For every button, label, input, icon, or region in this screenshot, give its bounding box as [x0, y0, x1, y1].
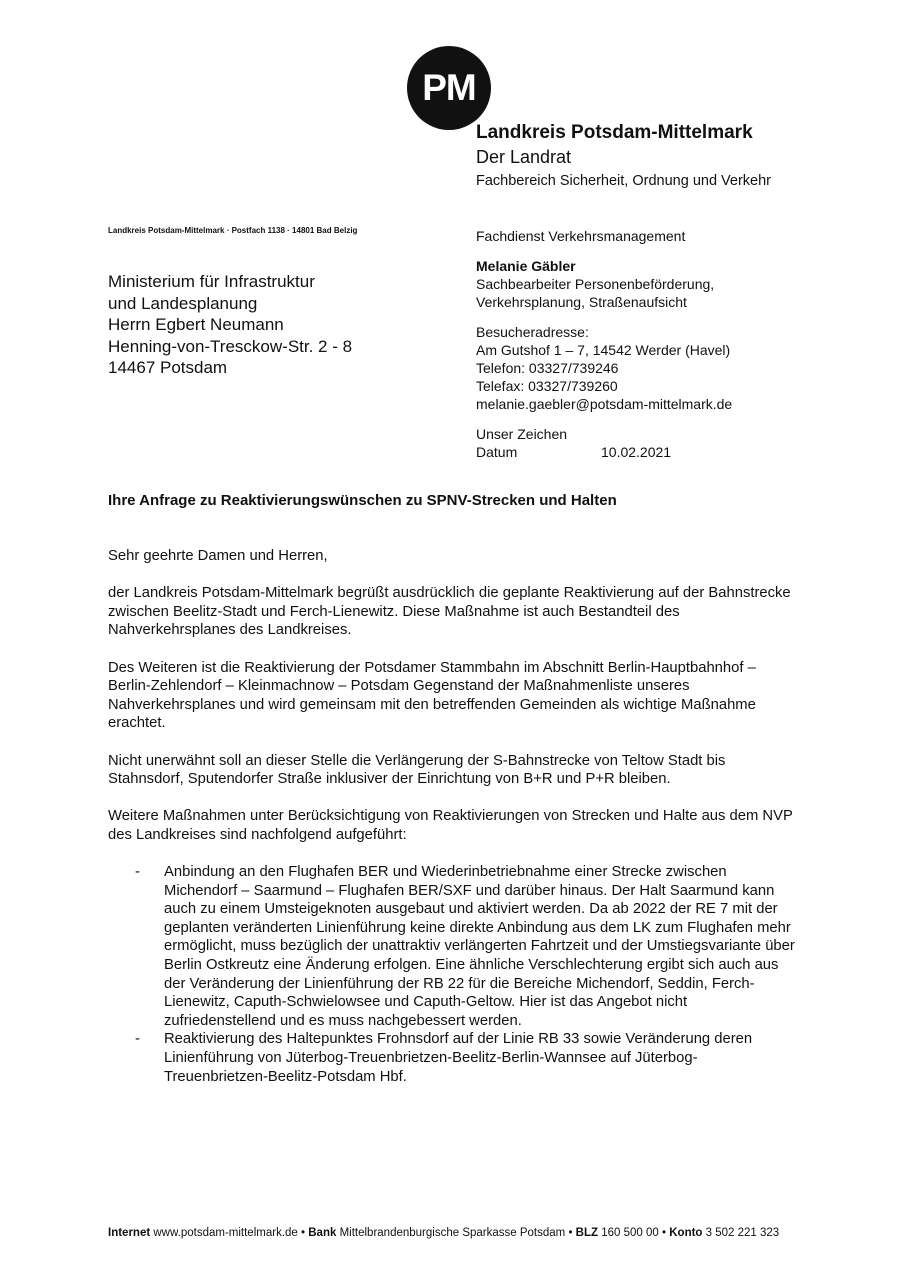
org-subtitle: Der Landrat	[476, 147, 572, 167]
contact-role-2: Verkehrsplanung, Straßenaufsicht	[476, 294, 687, 310]
paragraph-2: Des Weiteren ist die Reaktivierung der Potsdamer Stammbahn im Abschnitt Berlin-Hauptbahnhof – Berlin-Zehlendorf – Kleinmachnow – Potsdam Gegenstand der Maßnahmenliste unseres Nahverkehrsplanes und wird gemeinsam mit den betreffenden Gemeinden als wichtige Maßnahme erachtet.	[108, 659, 756, 732]
list-item	[108, 1030, 798, 1086]
recipient-line-3: Herrn Egbert Neumann	[108, 315, 284, 334]
logo-text: PM	[422, 67, 476, 108]
bullet-dash: -	[135, 1031, 140, 1048]
letter-body	[108, 547, 798, 1086]
footer-konto-label: Konto	[669, 1227, 703, 1239]
recipient-line-5: 14467 Potsdam	[108, 358, 228, 377]
paragraph-4: Weitere Maßnahmen unter Berücksichtigung von Reaktivierungen von Strecken und Halte aus dem NVP des Landkreises sind nachfolgend aufgeführt:	[108, 808, 793, 843]
paragraph-3: Nicht unerwähnt soll an dieser Stelle die Verlängerung der S-Bahnstrecke von Teltow Stadt bis Stahnsdorf, Sputendorfer Straße inklusiver der Einrichtung von B+R und P+R bleiben.	[108, 752, 726, 788]
date-label: Datum	[476, 444, 518, 460]
salutation: Sehr geehrte Damen und Herren,	[108, 548, 328, 564]
paragraph-1: der Landkreis Potsdam-Mittelmark begrüßt ausdrücklich die geplante Reaktivierung auf der Bahnstrecke zwischen Beelitz-Stadt und Ferch-Lienewitz. Diese Maßnahme ist auch Bestandteil des Nahverkehrsplanes des Landkreises.	[108, 585, 791, 639]
footer-konto-value: 3 502 221 323	[705, 1227, 780, 1239]
contact-email[interactable]: melanie.gaebler@potsdam-mittelmark.de	[476, 396, 733, 412]
contact-fax: Telefax: 03327/739260	[476, 378, 618, 394]
letter-subject: Ihre Anfrage zu Reaktivierungswünschen zu SPNV-Strecken und Halten	[108, 492, 617, 509]
contact-person: Melanie Gäbler	[476, 258, 576, 274]
visitor-address-label: Besucheradresse:	[476, 324, 589, 340]
recipient-line-1: Ministerium für Infrastruktur	[108, 272, 315, 291]
footer-blz-value: 160 500 00	[601, 1227, 659, 1239]
date-row	[476, 443, 806, 461]
footer-internet-value[interactable]: www.potsdam-mittelmark.de	[153, 1227, 298, 1239]
list-item	[108, 863, 798, 1030]
contact-block	[476, 227, 806, 461]
list-item-text: Reaktivierung des Haltepunktes Frohnsdorf auf der Linie RB 33 sowie Veränderung deren Linienführung von Jüterbog-Treuenbrietzen-Beelitz-Berlin-Wannsee auf Jüterbog-Treuenbrietzen-Beelitz-Potsdam Hbf.	[164, 1031, 753, 1085]
measures-list	[108, 863, 798, 1086]
footer-bank-label: Bank	[308, 1227, 337, 1239]
org-header	[476, 121, 796, 191]
org-department: Fachbereich Sicherheit, Ordnung und Verkehr	[476, 173, 772, 189]
contact-phone: Telefon: 03327/739246	[476, 360, 619, 376]
visitor-address: Am Gutshof 1 – 7, 14542 Werder (Havel)	[476, 342, 731, 358]
footer-separator: •	[662, 1227, 667, 1239]
org-name: Landkreis Potsdam-Mittelmark	[476, 122, 753, 143]
footer-separator: •	[301, 1227, 306, 1239]
recipient-line-4: Henning-von-Tresckow-Str. 2 - 8	[108, 336, 353, 356]
recipient-address	[108, 271, 352, 379]
reference-label: Unser Zeichen	[476, 426, 568, 442]
recipient-line-2: und Landesplanung	[108, 293, 258, 313]
contact-role-1: Sachbearbeiter Personenbeförderung,	[476, 276, 715, 292]
date-value: 10.02.2021	[601, 444, 672, 460]
footer-internet-label: Internet	[108, 1227, 151, 1239]
list-item-text: Anbindung an den Flughafen BER und Wiederinbetriebnahme einer Strecke zwischen Michendorf – Saarmund – Flughafen BER/SXF und darüber hinaus. Der Halt Saarmund kann auch zu einem Umsteigeknoten ausgebaut und aktiviert werden. Da ab 2022 der RE 7 mit der geplanten veränderten Linienführung keine direkte Anbindung aus dem LK zum Flughafen mehr ermöglicht, muss bezüglich der unattraktiv verlängerten Fahrtzeit und der Umstiegsvariante über Berlin Ostkreutz eine Änderung erfolgen. Eine ähnliche Verschlechterung ergibt sich auch aus der Veränderung der Linienführung der RB 22 für die Bereiche Michendorf, Seddin, Ferch-Lienewitz, Caputh-Schwielowsee und Caputh-Geltow. Hier ist das Angebot nicht zufriedenstellend und es muss nachgebessert werden.	[164, 864, 795, 1029]
footer-blz-label: BLZ	[575, 1227, 599, 1239]
bullet-dash: -	[135, 864, 140, 881]
contact-unit: Fachdienst Verkehrsmanagement	[476, 228, 686, 244]
page-footer	[108, 1227, 779, 1239]
footer-bank-value: Mittelbrandenburgische Sparkasse Potsdam	[339, 1227, 566, 1239]
sender-return-address: Landkreis Potsdam-Mittelmark · Postfach 1138 · 14801 Bad Belzig	[108, 226, 358, 235]
pm-logo	[407, 46, 491, 130]
footer-separator: •	[568, 1227, 573, 1239]
